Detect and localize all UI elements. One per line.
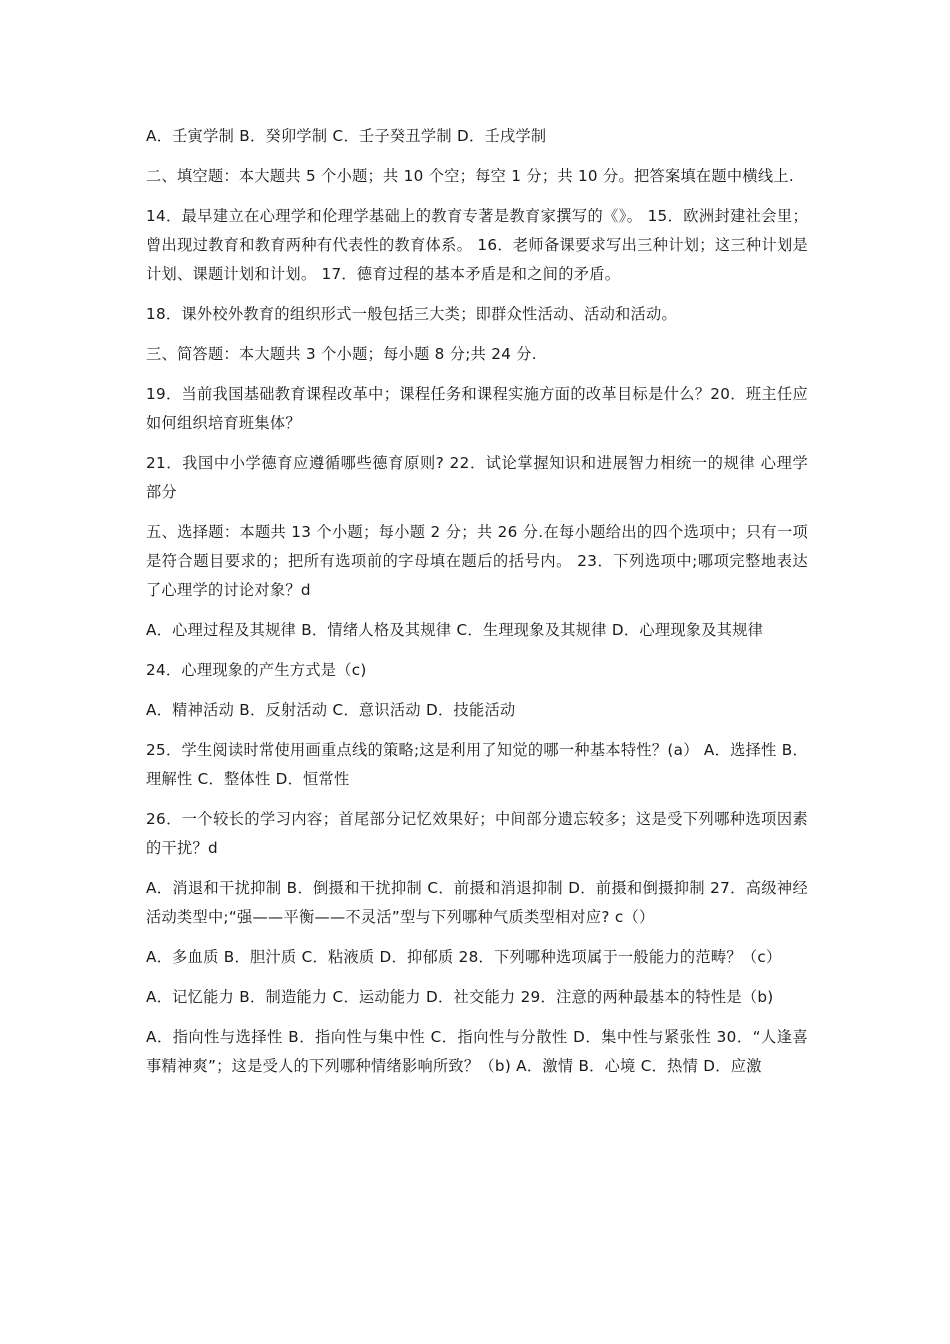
section-heading-multiple-choice: 五、选择题：本题共 13 个小题；每小题 2 分；共 26 分.在每小题给出的四个选项中；只有一项是符合题目要求的；把所有选项前的字母填在题后的括号内。 23．下列选项中;哪项完整地表达了心理学的讨论对象？d xyxy=(146,523,808,599)
section-heading-fill-in: 二、填空题：本大题共 5 个小题；共 10 个空；每空 1 分；共 10 分。把答案填在题中横线上. xyxy=(146,167,794,185)
options-question-23: A．心理过程及其规律 B．情绪人格及其规律 C．生理现象及其规律 D．心理现象及其规律 xyxy=(146,621,764,639)
options-26-question-27: A．消退和干扰抑制 B．倒摄和干扰抑制 C．前摄和消退抑制 D．前摄和倒摄抑制 27．高级神经活动类型中;“强——平衡——不灵活”型与下列哪种气质类型相对应? c（） xyxy=(146,879,808,926)
question-25: 25．学生阅读时常使用画重点线的策略;这是利用了知觉的哪一种基本特性？(a） A．选择性 B．理解性 C．整体性 D．恒常性 xyxy=(146,741,808,788)
question-26: 26．一个较长的学习内容；首尾部分记忆效果好；中间部分遗忘较多；这是受下列哪种选项因素的干扰？d xyxy=(146,810,808,857)
document-page xyxy=(146,122,808,1092)
options-28-question-29: A．记忆能力 B．制造能力 C．运动能力 D．社交能力 29．注意的两种最基本的特性是（b) xyxy=(146,988,774,1006)
options-29-question-30: A．指向性与选择性 B．指向性与集中性 C．指向性与分散性 D．集中性与紧张性 30．“人逢喜事精神爽”；这是受人的下列哪种情绪影响所致？（b) A．激情 B．心境 C．热情 D．应激 xyxy=(146,1028,808,1075)
section-heading-short-answer: 三、简答题：本大题共 3 个小题；每小题 8 分;共 24 分. xyxy=(146,345,537,363)
questions-21-22: 21．我国中小学德育应遵循哪些德育原则? 22．试论掌握知识和进展智力相统一的规律 心理学部分 xyxy=(146,454,808,501)
question-24: 24．心理现象的产生方式是（c) xyxy=(146,661,367,679)
fill-in-questions: 14．最早建立在心理学和伦理学基础上的教育专著是教育家撰写的《》。 15．欧洲封建社会里；曾出现过教育和教育两种有代表性的教育体系。 16．老师备课要求写出三种计划；这三种计划是计划、课题计划和计划。 17．德育过程的基本矛盾是和之间的矛盾。 xyxy=(146,207,808,283)
options-27-question-28: A．多血质 B．胆汁质 C．粘液质 D．抑郁质 28．下列哪种选项属于一般能力的范畴？（c） xyxy=(146,948,782,966)
questions-19-20: 19．当前我国基础教育课程改革中；课程任务和课程实施方面的改革目标是什么？20．班主任应如何组织培育班集体？ xyxy=(146,385,808,432)
options-question-24: A．精神活动 B．反射活动 C．意识活动 D．技能活动 xyxy=(146,701,516,719)
question-18: 18．课外校外教育的组织形式一般包括三大类；即群众性活动、活动和活动。 xyxy=(146,305,678,323)
answer-options-line: A．壬寅学制 B．癸卯学制 C．壬子癸丑学制 D．壬戌学制 xyxy=(146,127,547,145)
